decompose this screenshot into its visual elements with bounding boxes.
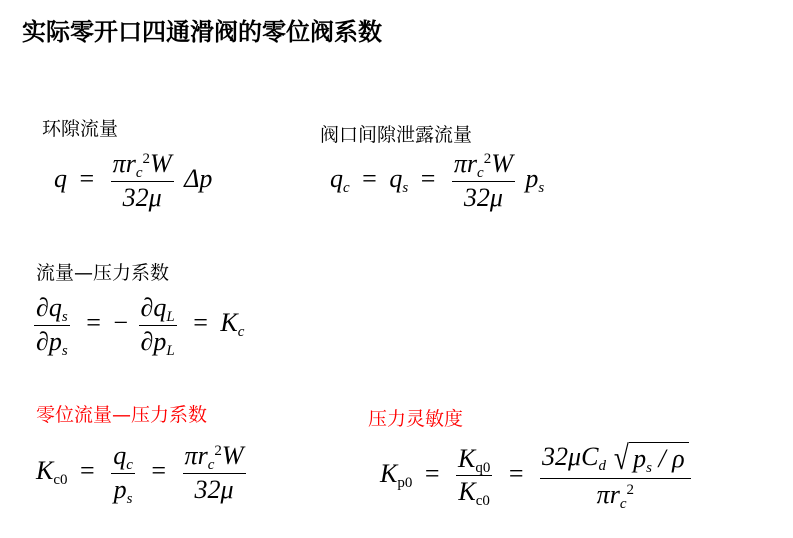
- pressure-sensitivity-fraction-1: $\frac{K_{q0}}{K_{c0}}$: [458, 443, 491, 510]
- annular-flow-label: 环隙流量: [42, 118, 119, 140]
- page-title: 实际零开口四通滑阀的零位阀系数: [22, 18, 382, 46]
- flow-pressure-formula: $\frac{\partial q_s}{\partial p_s}$ = − $\frac{\partial q_L}{\partial p_L}$ = $K_c$: [36, 293, 245, 359]
- leakage-flow-formula: $q_c = q_s$ = $\frac{\pi r_c^2W}{32\mu}$ $p_s$: [330, 149, 545, 212]
- zero-flow-pressure-fraction-1: $\frac{q_c}{p_s}$: [113, 441, 133, 507]
- flow-pressure-fraction-2: $\frac{\partial q_L}{\partial p_L}$: [140, 293, 175, 359]
- zero-flow-pressure-label: 零位流量—压力系数: [36, 404, 208, 426]
- pressure-sensitivity-label: 压力灵敏度: [368, 408, 464, 430]
- zero-flow-pressure-fraction-2: $\frac{\pi r_c^2W}{32\mu}$: [184, 441, 244, 504]
- square-root-icon: √ $p_s$ / ρ: [612, 442, 688, 476]
- annular-flow-fraction: $\frac{\pi r_c^2W}{32\mu}$: [112, 149, 172, 212]
- flow-pressure-label: 流量—压力系数: [36, 262, 170, 284]
- zero-flow-pressure-formula: $K_{c0}$ = $\frac{q_c}{p_s}$ = $\frac{\pi r_c^2W}{32\mu}$: [36, 441, 244, 507]
- leakage-flow-fraction: $\frac{\pi r_c^2W}{32\mu}$: [453, 149, 513, 212]
- pressure-sensitivity-fraction-2: $32\mu C_d$ √ $p_s$ / ρ $\pi r_c^2$: [540, 442, 691, 510]
- annular-flow-formula: q = $\frac{\pi r_c^2W}{32\mu}$ Δp: [54, 149, 213, 212]
- pressure-sensitivity-formula: $K_{p0}$ = $\frac{K_{q0}}{K_{c0}}$ = $32\mu C_d$ √ $p_s$ / ρ $\pi r_c^2$: [380, 442, 695, 510]
- leakage-flow-label: 阀口间隙泄露流量: [320, 124, 473, 146]
- flow-pressure-fraction-1: $\frac{\partial q_s}{\partial p_s}$: [36, 293, 68, 359]
